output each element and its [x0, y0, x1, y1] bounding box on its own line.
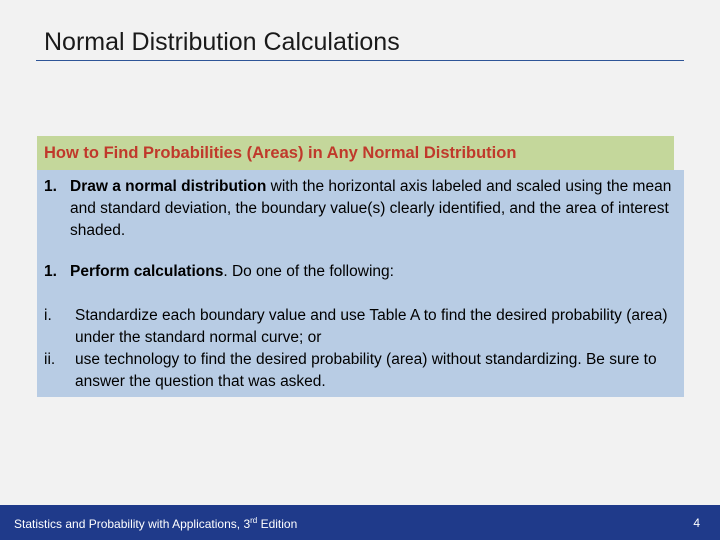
footer-bar — [0, 505, 720, 540]
option-numeral: i. — [44, 307, 52, 324]
step-bold-label: Draw a normal distribution — [70, 178, 267, 195]
procedure-box-body — [37, 170, 684, 397]
option-text: use technology to find the desired probability (area) without standardizing. Be sure to answer the question that was asked. — [75, 351, 657, 390]
footer-text-after: Edition — [257, 517, 298, 531]
page-number: 4 — [693, 516, 700, 530]
option-technology — [44, 349, 674, 393]
step-number: 1. — [44, 178, 57, 195]
step-description: . Do one of the following: — [223, 263, 394, 280]
step-bold-label: Perform calculations — [70, 263, 224, 280]
title-divider — [36, 60, 684, 61]
footer-superscript: rd — [250, 516, 258, 525]
footer-book-title — [14, 516, 297, 531]
option-numeral: ii. — [44, 351, 56, 368]
footer-text-before: Statistics and Probability with Applications, 3 — [14, 517, 251, 531]
slide-title: Normal Distribution Calculations — [44, 28, 400, 56]
step-description: with the horizontal axis labeled and scaled using the mean and standard deviation, the boundary value(s) clearly identified, and the area of interest shaded. — [70, 178, 672, 239]
step-calculate — [44, 261, 674, 283]
option-text: Standardize each boundary value and use Table A to find the desired probability (area) under the standard normal curve; or — [75, 307, 668, 346]
step-draw — [44, 176, 674, 242]
step-text — [70, 176, 674, 242]
option-standardize — [44, 305, 674, 349]
procedure-box-header: How to Find Probabilities (Areas) in Any Normal Distribution — [37, 136, 674, 170]
step-text — [70, 261, 674, 283]
step-number: 1. — [44, 263, 57, 280]
